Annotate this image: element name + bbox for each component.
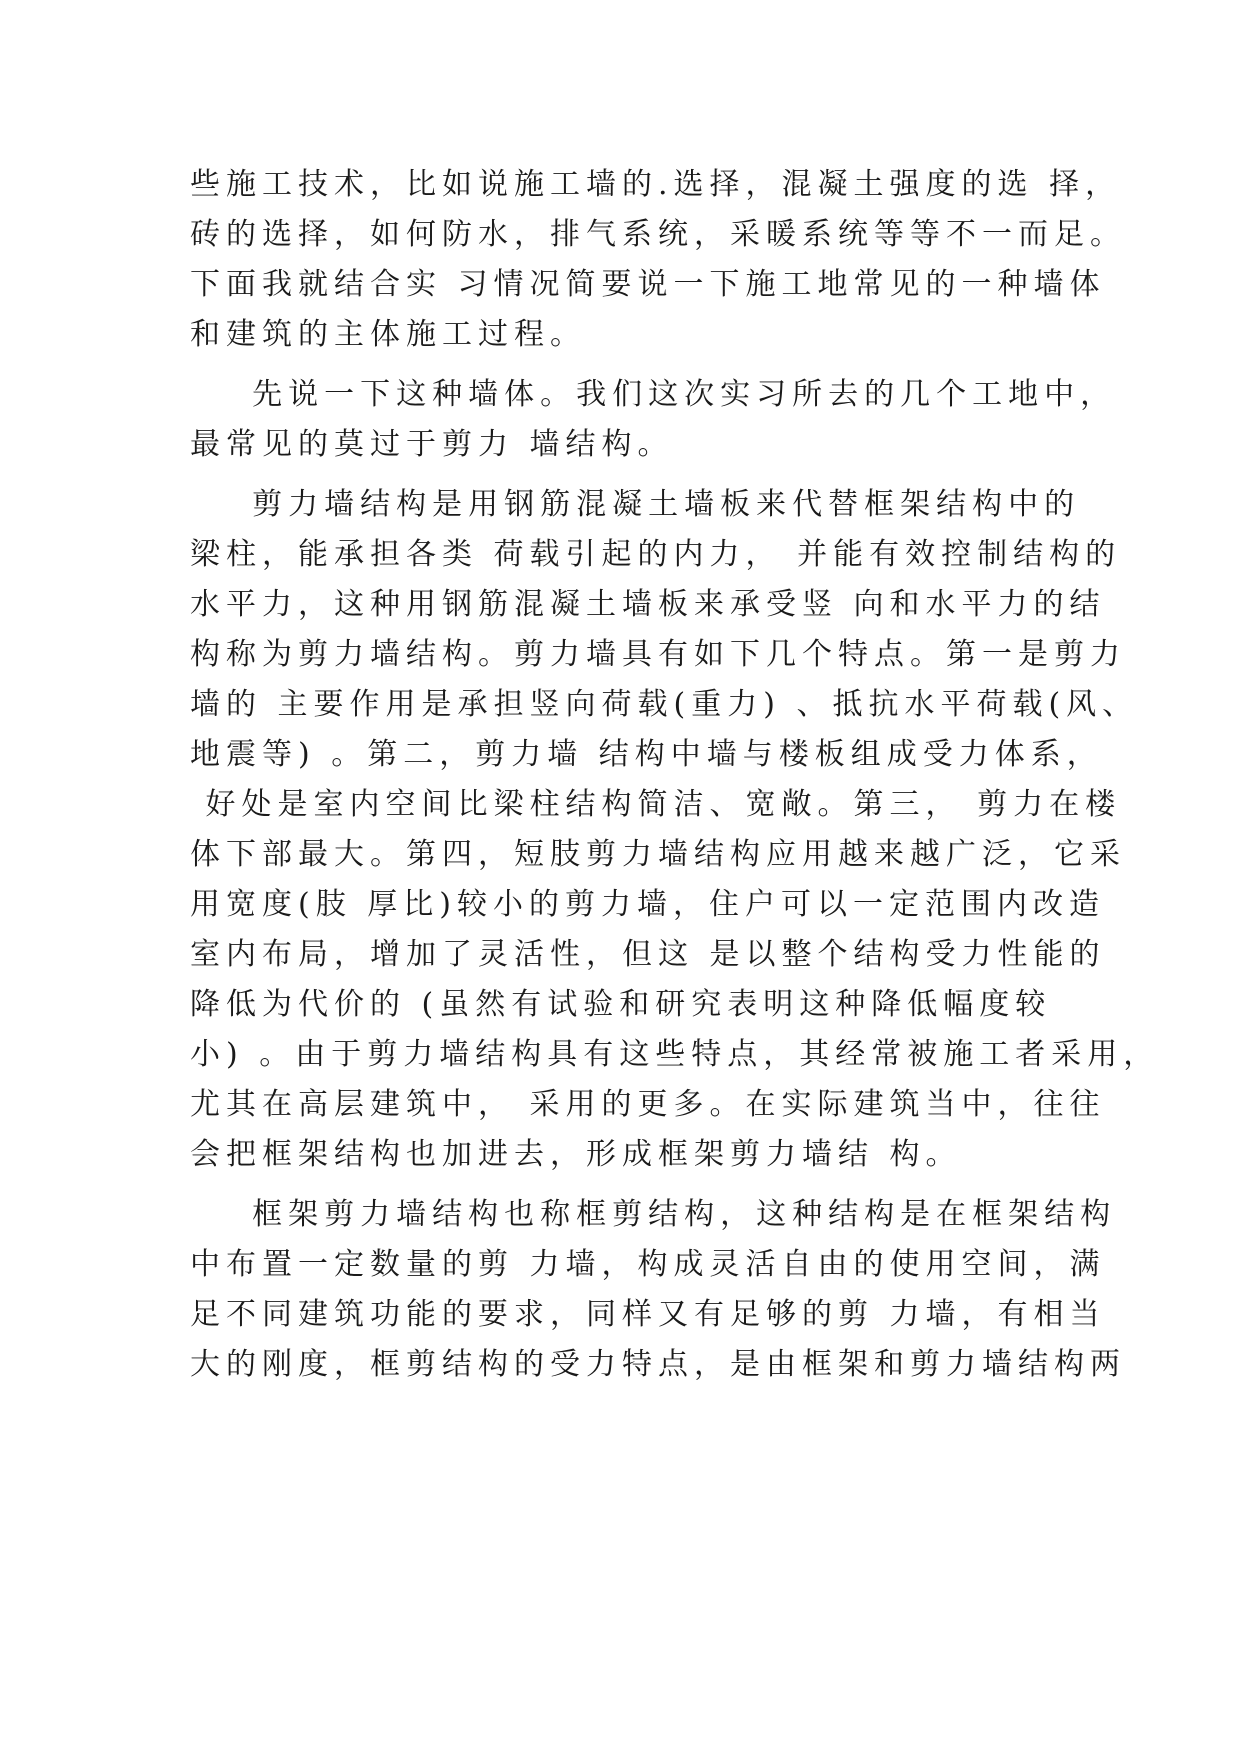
text-line: 砖的选择，如何防水，排气系统，采暖系统等等不一而足。 bbox=[190, 217, 1126, 252]
text-line: 构称为剪力墙结构。剪力墙具有如下几个特点。第一是剪力 bbox=[190, 637, 1126, 672]
text-line: 下面我就结合实 习情况简要说一下施工地常见的一种墙体 bbox=[190, 267, 1106, 302]
text-line: 地震等) 。第二，剪力墙 结构中墙与楼板组成受力体系， bbox=[190, 737, 1103, 772]
text-line: 会把框架结构也加进去，形成框架剪力墙结 构。 bbox=[190, 1137, 962, 1172]
text-line: 室内布局，增加了灵活性，但这 是以整个结构受力性能的 bbox=[190, 937, 1106, 972]
text-line: 剪力墙结构是用钢筋混凝土墙板来代替框架结构中的 bbox=[190, 487, 1081, 522]
text-line: 中布置一定数量的剪 力墙，构成灵活自由的使用空间，满 bbox=[190, 1247, 1106, 1282]
text-line: 些施工技术，比如说施工墙的.选择，混凝土强度的选 择， bbox=[190, 167, 1122, 202]
text-line: 最常见的莫过于剪力 墙结构。 bbox=[190, 427, 674, 462]
text-line: 足不同建筑功能的要求，同样又有足够的剪 力墙，有相当 bbox=[190, 1297, 1106, 1332]
text-line: 梁柱，能承担各类 荷载引起的内力， 并能有效控制结构的 bbox=[190, 537, 1122, 572]
text-line: 墙的 主要作用是承担竖向荷载(重力) 、抵抗水平荷载(风、 bbox=[190, 687, 1139, 722]
text-line: 好处是室内空间比梁柱结构简洁、宽敞。第三， 剪力在楼 bbox=[190, 787, 1122, 822]
text-line: 体下部最大。第四，短肢剪力墙结构应用越来越广泛，它采 bbox=[190, 837, 1126, 872]
text-line: 小) 。由于剪力墙结构具有这些特点，其经常被施工者采用， bbox=[190, 1037, 1160, 1072]
text-line: 降低为代价的 (虽然有试验和研究表明这种降低幅度较 bbox=[190, 987, 1052, 1022]
text-line: 水平力，这种用钢筋混凝土墙板来承受竖 向和水平力的结 bbox=[190, 587, 1106, 622]
text-line: 框架剪力墙结构也称框剪结构，这种结构是在框架结构 bbox=[190, 1197, 1117, 1232]
text-line: 和建筑的主体施工过程。 bbox=[190, 317, 586, 352]
text-line: 先说一下这种墙体。我们这次实习所去的几个工地中， bbox=[190, 377, 1117, 412]
text-line: 大的刚度，框剪结构的受力特点，是由框架和剪力墙结构两 bbox=[190, 1347, 1126, 1382]
body-text bbox=[190, 160, 1160, 1390]
text-line: 用宽度(肢 厚比)较小的剪力墙，住户可以一定范围内改造 bbox=[190, 887, 1105, 922]
text-line: 尤其在高层建筑中， 采用的更多。在实际建筑当中，往往 bbox=[190, 1087, 1106, 1122]
